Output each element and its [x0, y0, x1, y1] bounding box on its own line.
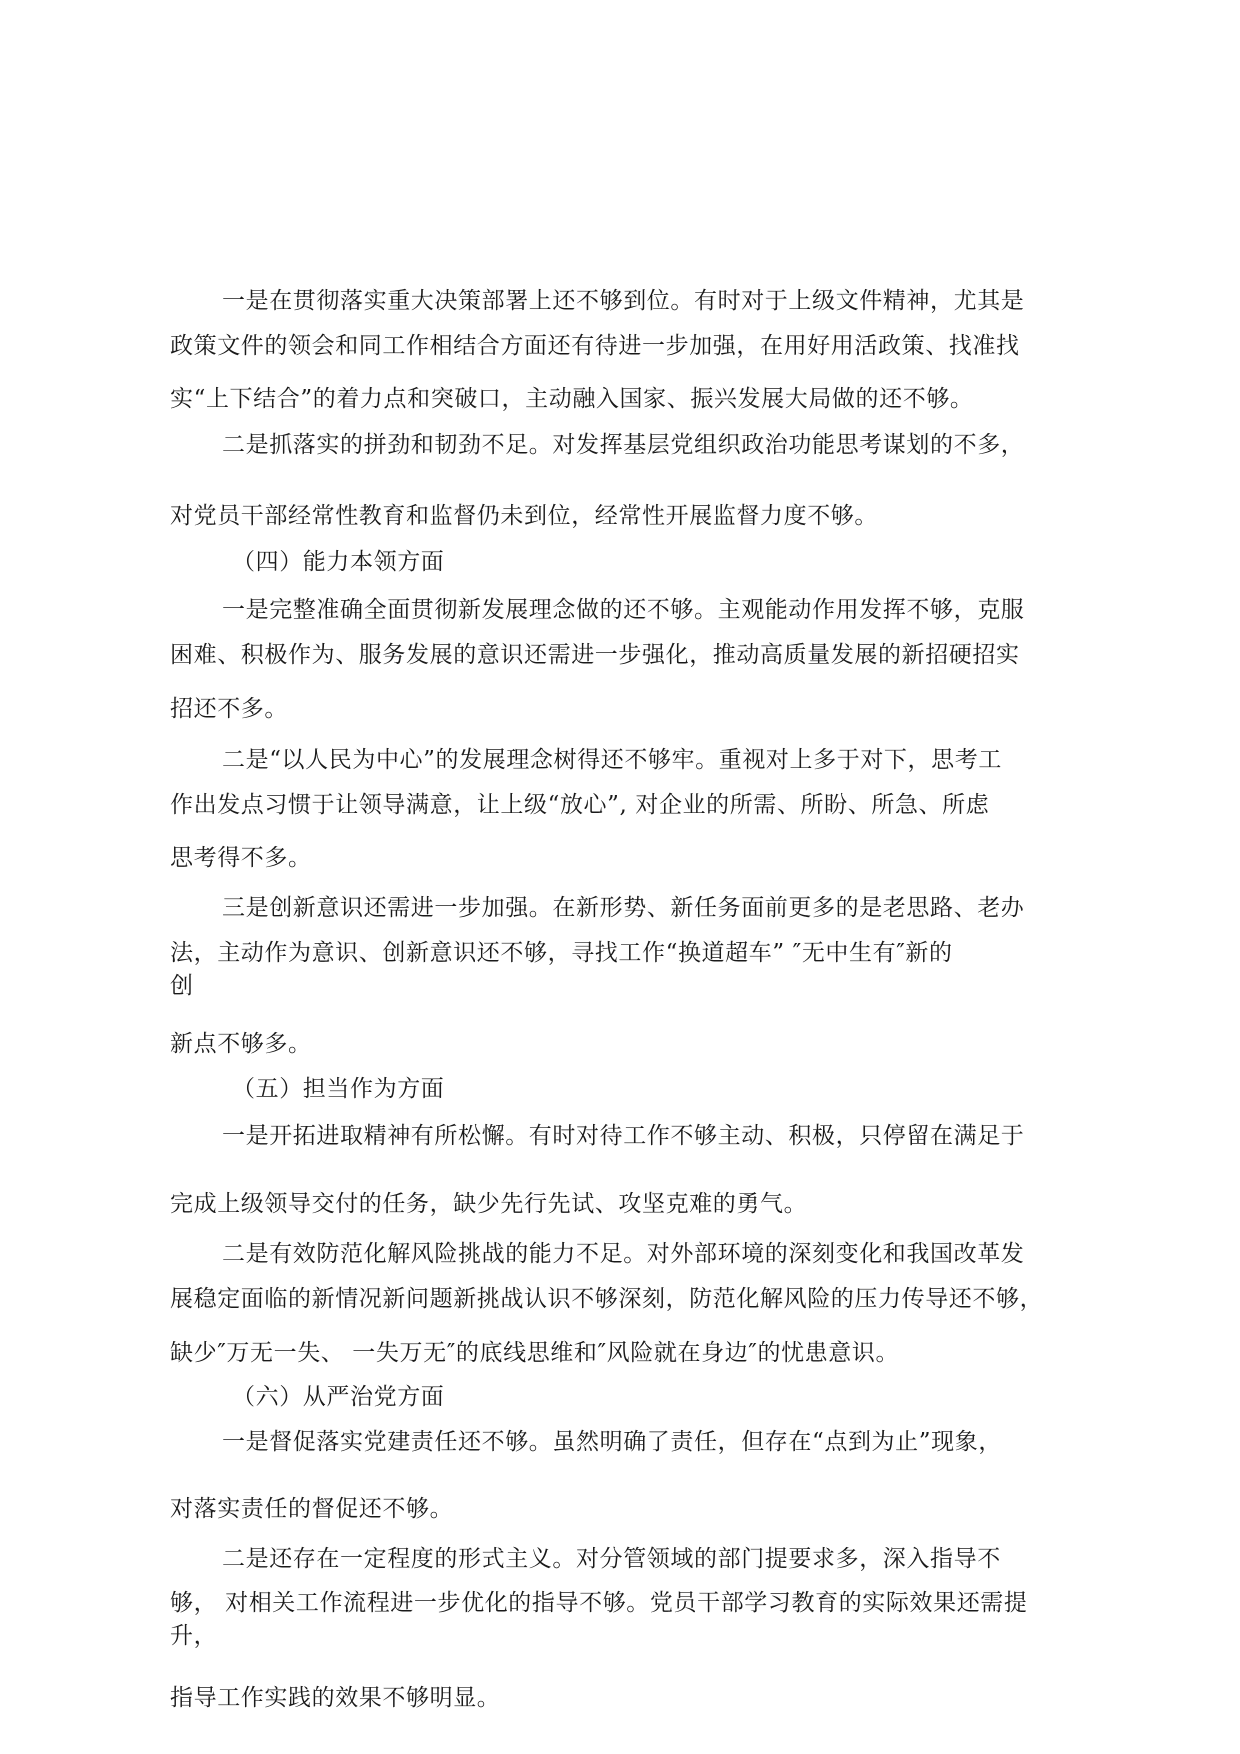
paragraph-line: 实“上下结合”的着力点和突破口，主动融入国家、振兴发展大局做的还不够。	[170, 386, 974, 412]
paragraph-line: 二是“以人民为中心”的发展理念树得还不够牢。重视对上多于对下，思考工	[222, 747, 1002, 773]
paragraph-line: 三是创新意识还需进一步加强。在新形势、新任务面前更多的是老思路、老办	[222, 895, 1025, 921]
paragraph-line: 创	[170, 973, 194, 999]
section-heading: （六）从严治党方面	[232, 1384, 445, 1410]
paragraph-line: 招还不多。	[170, 696, 288, 722]
section-heading: （五）担当作为方面	[232, 1076, 445, 1102]
paragraph-line: 政策文件的领会和同工作相结合方面还有待进一步加强，在用好用活政策、找准找	[170, 333, 1020, 359]
paragraph-line: 作出发点习惯于让领导满意，让上级“放心”, 对企业的所需、所盼、所急、所虑	[170, 792, 990, 818]
paragraph-line: 指导工作实践的效果不够明显。	[170, 1685, 501, 1711]
paragraph-line: 一是完整准确全面贯彻新发展理念做的还不够。主观能动作用发挥不够，克服	[222, 597, 1025, 623]
paragraph-line: 思考得不多。	[170, 845, 312, 871]
paragraph-line: 二是抓落实的拼劲和韧劲不足。对发挥基层党组织政治功能思考谋划的不多，	[222, 432, 1025, 458]
paragraph-line: 二是有效防范化解风险挑战的能力不足。对外部环境的深刻变化和我国改革发	[222, 1241, 1025, 1267]
paragraph-line: 对落实责任的督促还不够。	[170, 1496, 454, 1522]
paragraph-line: 一是在贯彻落实重大决策部署上还不够到位。有时对于上级文件精神，尤其是	[222, 288, 1025, 314]
paragraph-line: 二是还存在一定程度的形式主义。对分管领域的部门提要求多，深入指导不	[222, 1546, 1001, 1572]
paragraph-line: 困难、积极作为、服务发展的意识还需进一步强化，推动高质量发展的新招硬招实	[170, 642, 1020, 668]
paragraph-line: 一是开拓进取精神有所松懈。有时对待工作不够主动、积极，只停留在满足于	[222, 1123, 1025, 1149]
paragraph-line: 法，主动作为意识、创新意识还不够，寻找工作“换道超车” ″无中生有″新的	[170, 940, 953, 966]
paragraph-line: 完成上级领导交付的任务，缺少先行先试、攻坚克难的勇气。	[170, 1191, 808, 1217]
paragraph-line: 展稳定面临的新情况新问题新挑战认识不够深刻，防范化解风险的压力传导还不够，	[170, 1286, 1044, 1312]
paragraph-line: 缺少″万无一失、 一失万无″的底线思维和″风险就在身边″的忧患意识。	[170, 1340, 900, 1366]
paragraph-line: 够， 对相关工作流程进一步优化的指导不够。党员干部学习教育的实际效果还需提	[170, 1590, 1028, 1616]
paragraph-line: 一是督促落实党建责任还不够。虽然明确了责任，但存在“点到为止”现象，	[222, 1429, 1002, 1455]
paragraph-line: 对党员干部经常性教育和监督仍未到位，经常性开展监督力度不够。	[170, 503, 878, 529]
section-heading: （四）能力本领方面	[232, 549, 445, 575]
paragraph-line: 升，	[170, 1623, 218, 1649]
paragraph-line: 新点不够多。	[170, 1031, 312, 1057]
